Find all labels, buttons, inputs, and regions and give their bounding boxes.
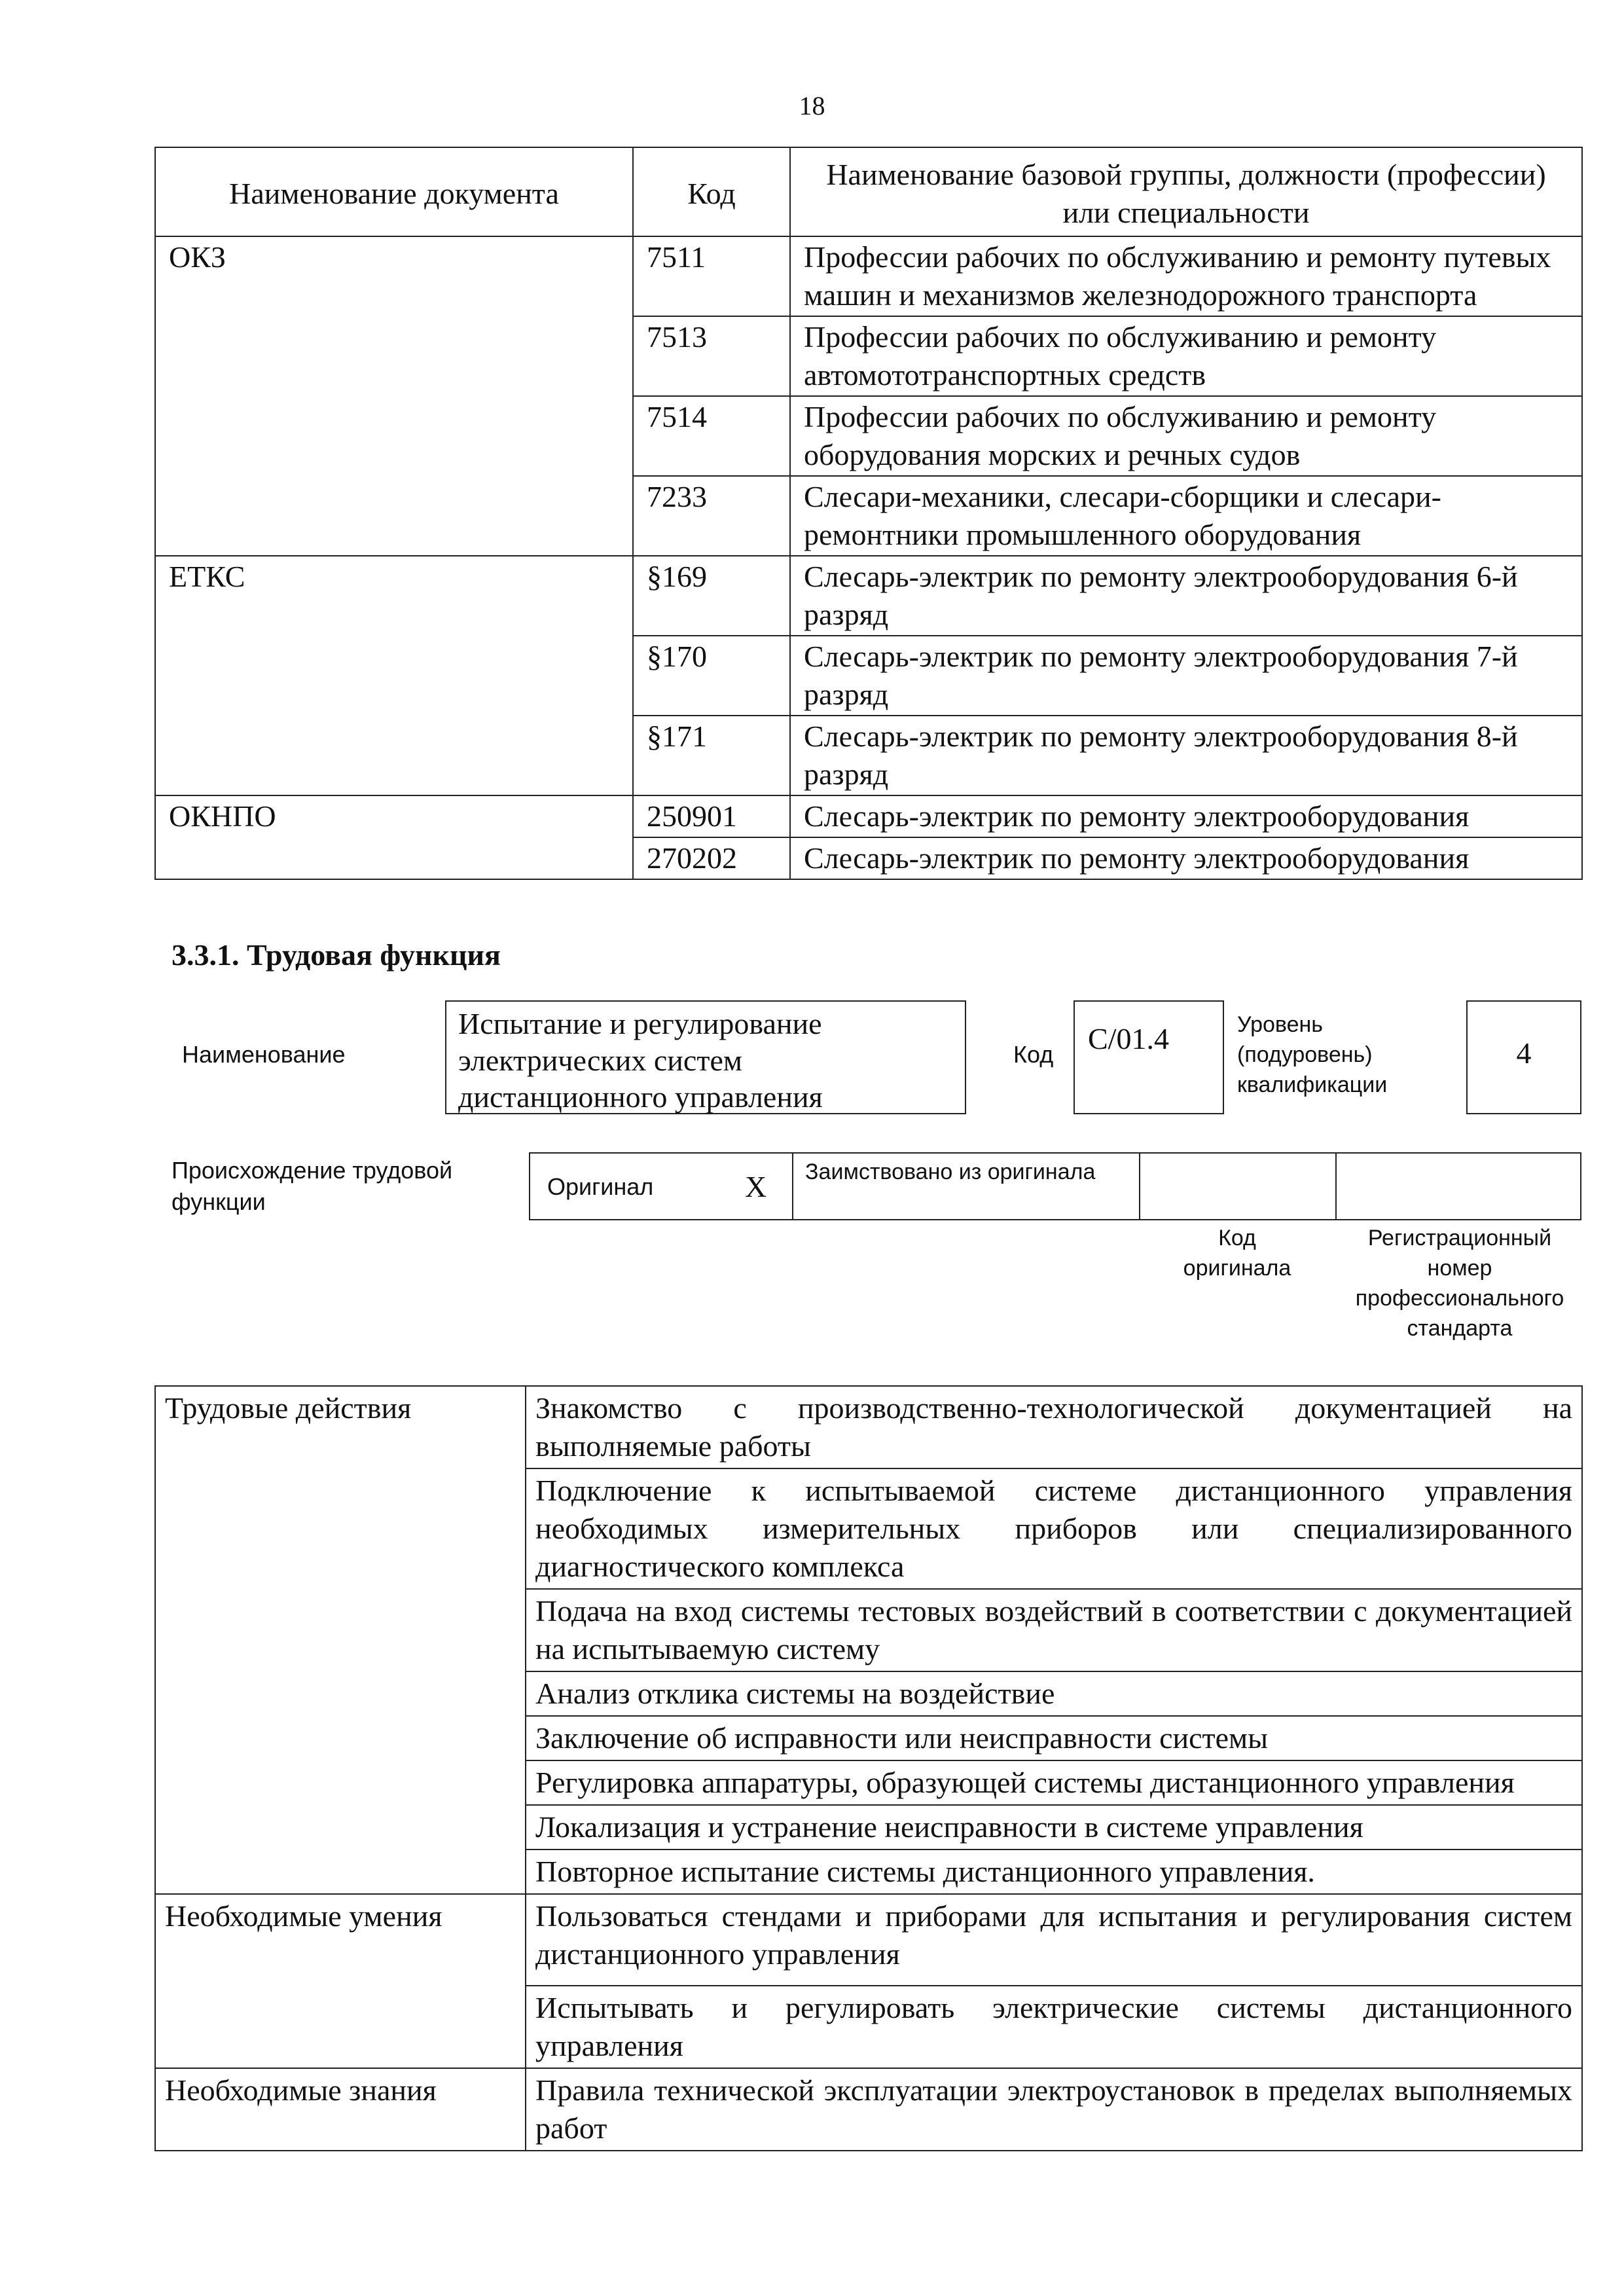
- group-name-cell: Слесарь-электрик по ремонту электрооборудования: [790, 795, 1582, 837]
- reference-table: [154, 147, 1583, 880]
- original-code-box: [1139, 1152, 1337, 1220]
- header-document-name: Наименование документа: [155, 147, 633, 236]
- reg-number-box: [1335, 1152, 1581, 1220]
- original-mark: X: [745, 1170, 767, 1203]
- borrowed-box: [792, 1152, 1140, 1220]
- group-name-cell: Профессии рабочих по обслуживанию и ремонту оборудования морских и речных судов: [790, 396, 1582, 476]
- original-code-caption: Код оригинала: [1183, 1226, 1291, 1281]
- labor-action-item: Подключение к испытываемой системе дистанционного управления необходимых измерительных приборов или специализированного диагностического комплекса: [526, 1468, 1582, 1589]
- group-name-cell: Слесарь-электрик по ремонту электрооборудования 6-й разряд: [790, 556, 1582, 636]
- group-name-cell: Профессии рабочих по обслуживанию и ремонту путевых машин и механизмов железнодорожного транспорта: [790, 236, 1582, 316]
- code-cell: 7514: [633, 396, 790, 476]
- code-cell: §170: [633, 636, 790, 716]
- labor-action-item: Повторное испытание системы дистанционного управления.: [526, 1850, 1582, 1894]
- required-skills-label: Необходимые умения: [155, 1894, 526, 2068]
- header-group-name: Наименование базовой группы, должности (профессии) или специальности: [790, 147, 1582, 236]
- borrowed-label: Заимствовано из оригинала: [805, 1159, 1096, 1184]
- code-cell: 7513: [633, 316, 790, 396]
- function-name-box: [445, 1000, 966, 1114]
- skill-item: Пользоваться стендами и приборами для испытания и регулирования систем дистанционного управления: [526, 1894, 1582, 1986]
- header-code: Код: [633, 147, 790, 236]
- labor-action-item: Знакомство с производственно-технологической документацией на выполняемые работы: [526, 1386, 1582, 1468]
- labor-action-item: Заключение об исправности или неисправности системы: [526, 1716, 1582, 1760]
- code-cell: §171: [633, 716, 790, 795]
- required-knowledge-label: Необходимые знания: [155, 2068, 526, 2151]
- doc-name-cell: ЕТКС: [155, 556, 633, 795]
- code-label: Код: [1013, 1041, 1054, 1068]
- page-number: 18: [799, 91, 825, 120]
- code-box: [1074, 1000, 1224, 1114]
- code-cell: 7511: [633, 236, 790, 316]
- level-box: [1466, 1000, 1581, 1114]
- group-name-cell: Профессии рабочих по обслуживанию и ремонту автомототранспортных средств: [790, 316, 1582, 396]
- original-label: Оригинал: [547, 1173, 654, 1200]
- origin-label: Происхождение трудовой функции: [171, 1157, 453, 1215]
- code-cell: 270202: [633, 837, 790, 879]
- code-cell: 250901: [633, 795, 790, 837]
- skill-item: Испытывать и регулировать электрические системы дистанционного управления: [526, 1986, 1582, 2068]
- original-box: [529, 1152, 793, 1220]
- level-value: 4: [1516, 1036, 1532, 1070]
- group-name-cell: Слесарь-электрик по ремонту электрооборудования: [790, 837, 1582, 879]
- labor-actions-label: Трудовые действия: [155, 1386, 526, 1894]
- function-name-value: Испытание и регулирование электрических систем дистанционного управления: [458, 1007, 823, 1114]
- labor-action-item: Регулировка аппаратуры, образующей системы дистанционного управления: [526, 1760, 1582, 1805]
- labor-action-item: Анализ отклика системы на воздействие: [526, 1671, 1582, 1716]
- group-name-cell: Слесарь-электрик по ремонту электрооборудования 8-й разряд: [790, 716, 1582, 795]
- level-label: Уровень (подуровень) квалификации: [1237, 1012, 1388, 1097]
- group-name-cell: Слесарь-электрик по ремонту электрооборудования 7-й разряд: [790, 636, 1582, 716]
- labor-action-item: Подача на вход системы тестовых воздействий в соответствии с документацией на испытываемую систему: [526, 1589, 1582, 1671]
- name-label: Наименование: [182, 1041, 346, 1068]
- code-value: C/01.4: [1088, 1022, 1169, 1055]
- code-cell: 7233: [633, 476, 790, 556]
- doc-name-cell: ОКНПО: [155, 795, 633, 879]
- group-name-cell: Слесари-механики, слесари-сборщики и слесари-ремонтники промышленного оборудования: [790, 476, 1582, 556]
- section-title: 3.3.1. Трудовая функция: [171, 938, 501, 972]
- reg-number-caption: Регистрационный номер профессионального стандарта: [1355, 1226, 1564, 1341]
- labor-function-table: [154, 1385, 1583, 2151]
- knowledge-item: Правила технической эксплуатации электроустановок в пределах выполняемых работ: [526, 2068, 1582, 2151]
- labor-action-item: Локализация и устранение неисправности в системе управления: [526, 1805, 1582, 1850]
- doc-name-cell: ОКЗ: [155, 236, 633, 556]
- code-cell: §169: [633, 556, 790, 636]
